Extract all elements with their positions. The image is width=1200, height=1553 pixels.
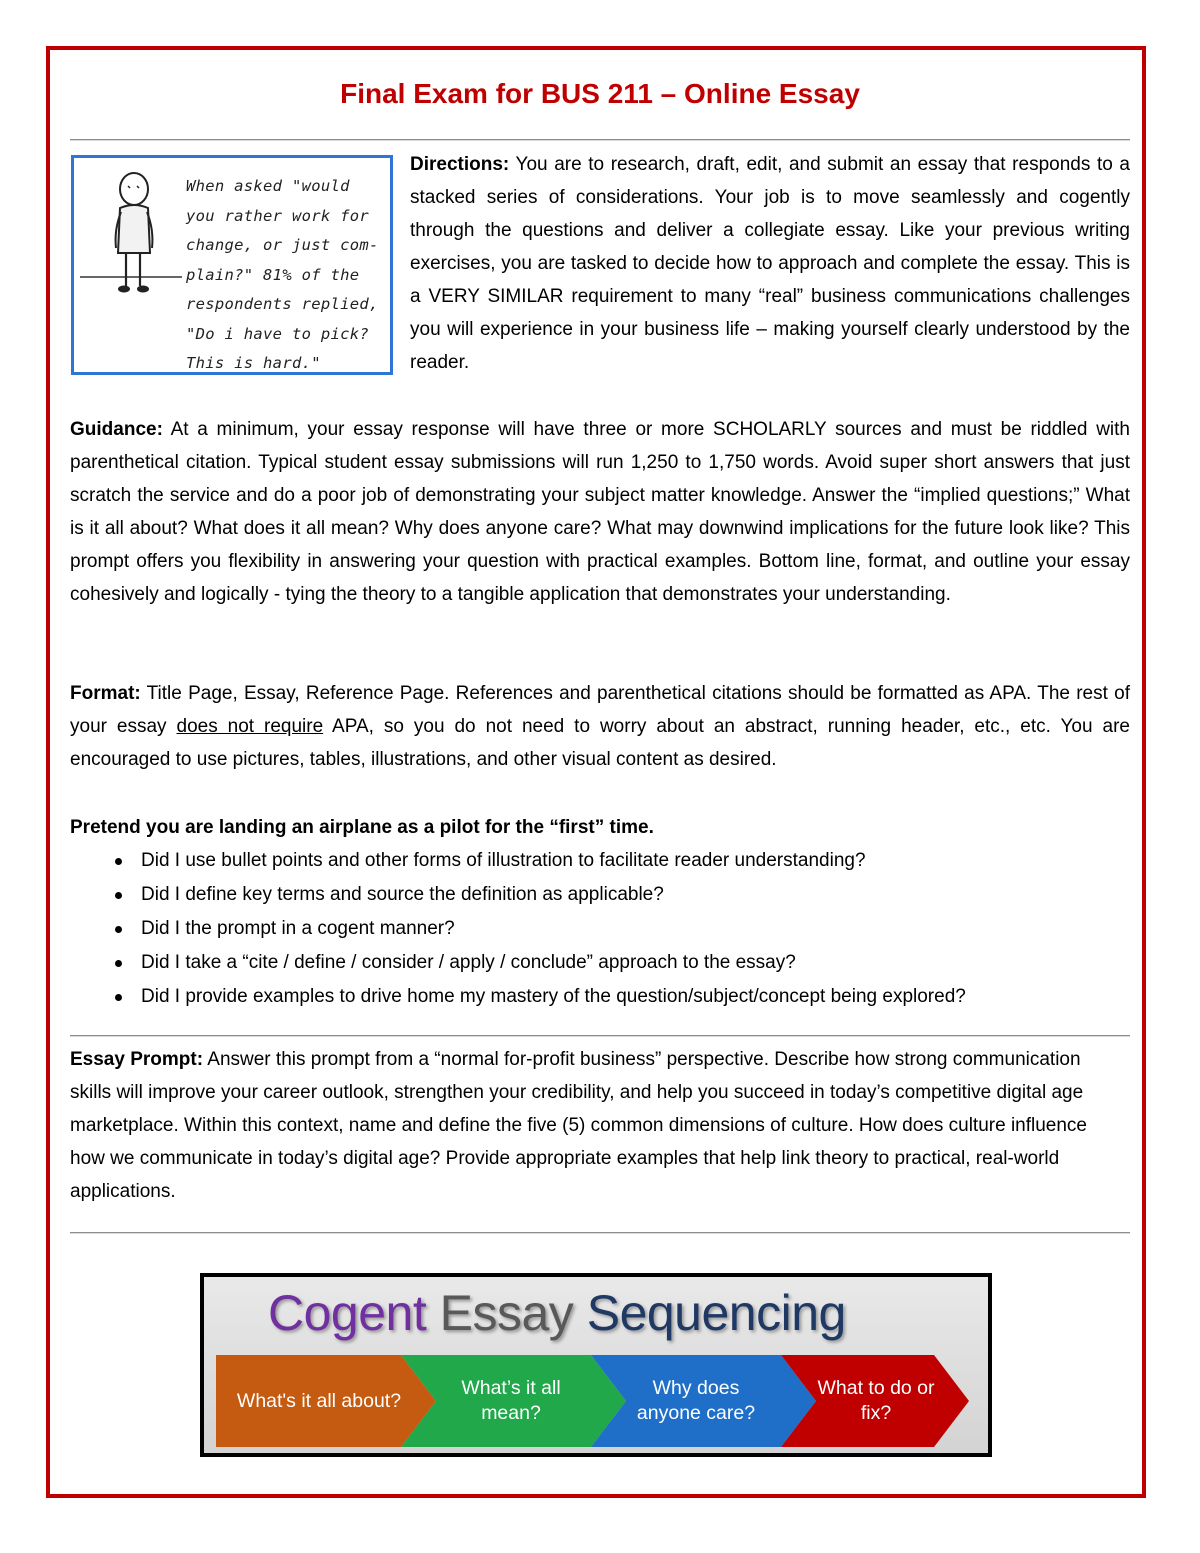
bullet-icon	[115, 994, 122, 1001]
list-item-text: Did I define key terms and source the definition as applicable?	[141, 884, 664, 905]
list-item-text: Did I use bullet points and other forms of illustration to facilitate reader understanding?	[141, 850, 866, 871]
format-paragraph	[70, 677, 1130, 776]
bullet-icon	[115, 960, 122, 967]
graphic-title-word-sequencing: Sequencing	[586, 1285, 846, 1341]
essay-prompt-paragraph	[70, 1043, 1110, 1208]
checklist	[70, 844, 1130, 1014]
list-item	[70, 878, 1130, 912]
directions-label: Directions:	[410, 154, 510, 175]
list-item	[70, 980, 1130, 1014]
graphic-title-word-essay: Essay	[439, 1285, 574, 1341]
graphic-title	[268, 1283, 846, 1343]
chevron-step-4-label: What to do or fix?	[817, 1377, 935, 1424]
guidance-text: At a minimum, your essay response will have three or more SCHOLARLY sources and must be riddled with parenthetical citation. Typical student essay submissions will run 1,250 to 1,750 words. Avoid super short answers that just scratch the service and do a poor job of demonstrating your subject matter knowledge. Answer the “implied questions;” What is it all about? What does it all mean? Why does anyone care? What may downwind implications for the future look like? This prompt offers you flexibility in answering your question with practical examples. Bottom line, format, and outline your essay cohesively and logically - tying the theory to a tangible application that demonstrates your understanding.	[70, 419, 1130, 605]
list-item-text: Did I take a “cite / define / consider / apply / conclude” approach to the essay?	[141, 952, 796, 973]
list-item-text: Did I the prompt in a cogent manner?	[141, 918, 455, 939]
format-label: Format:	[70, 683, 141, 704]
format-text-before: Title Page, Essay, Reference Page. References and parenthetical citations should be formatted as APA. The rest of your essay	[70, 683, 1130, 737]
list-item	[70, 912, 1130, 946]
guidance-label: Guidance:	[70, 419, 163, 440]
format-text-after: APA, so you do not need to worry about an abstract, running header, etc., etc. You are encouraged to use pictures, tables, illustrations, and other visual content as desired.	[70, 716, 1130, 770]
comic-caption: When asked "would you rather work for change, or just com- plain?" 81% of the respondents replied, "Do i have to pick? This is hard."	[186, 177, 379, 372]
divider-middle	[70, 1035, 1130, 1037]
guidance-paragraph	[70, 413, 1130, 611]
directions-text: You are to research, draft, edit, and submit an essay that responds to a stacked series of considerations. Your job is to move seamlessly and cogently through the questions and deliver a collegiate essay. Like your previous writing exercises, you are tasked to decide how to approach and complete the essay. This is a VERY SIMILAR requirement to many “real” business communications challenges you will experience in your business life – making yourself clearly understood by the reader.	[410, 154, 1130, 373]
divider-top	[70, 139, 1130, 141]
list-item	[70, 844, 1130, 878]
essay-prompt-label: Essay Prompt:	[70, 1049, 204, 1070]
checklist-heading: Pretend you are landing an airplane as a pilot for the “first” time.	[70, 817, 654, 838]
list-item-text: Did I provide examples to drive home my mastery of the question/subject/concept being explored?	[141, 986, 966, 1007]
format-underlined-text: does not require	[176, 716, 324, 737]
chevron-row	[216, 1355, 976, 1447]
graphic-title-word-cogent: Cogent	[268, 1285, 427, 1341]
chevron-step-3-label: Why does anyone care?	[636, 1377, 756, 1424]
directions-paragraph	[410, 148, 1130, 379]
bullet-icon	[115, 892, 122, 899]
page-title: Final Exam for BUS 211 – Online Essay	[340, 78, 860, 109]
chevron-step-1-label: What's it all about?	[236, 1389, 402, 1412]
essay-prompt-text: Answer this prompt from a “normal for-profit business” perspective. Describe how strong communication skills will improve your career outlook, strengthen your credibility, and help you succeed in today’s competitive digital age marketplace. Within this context, name and define the five (5) common dimensions of culture. How does culture influence how we communicate in today’s digital age? Provide appropriate examples that help link theory to practical, real-world applications.	[70, 1049, 1088, 1202]
divider-bottom	[70, 1232, 1130, 1234]
list-item	[70, 946, 1130, 980]
chevron-step-2-label: What’s it all mean?	[461, 1377, 561, 1424]
bullet-icon	[115, 858, 122, 865]
comic-illustration	[71, 155, 393, 375]
bullet-icon	[115, 926, 122, 933]
cogent-sequencing-graphic	[200, 1273, 992, 1457]
